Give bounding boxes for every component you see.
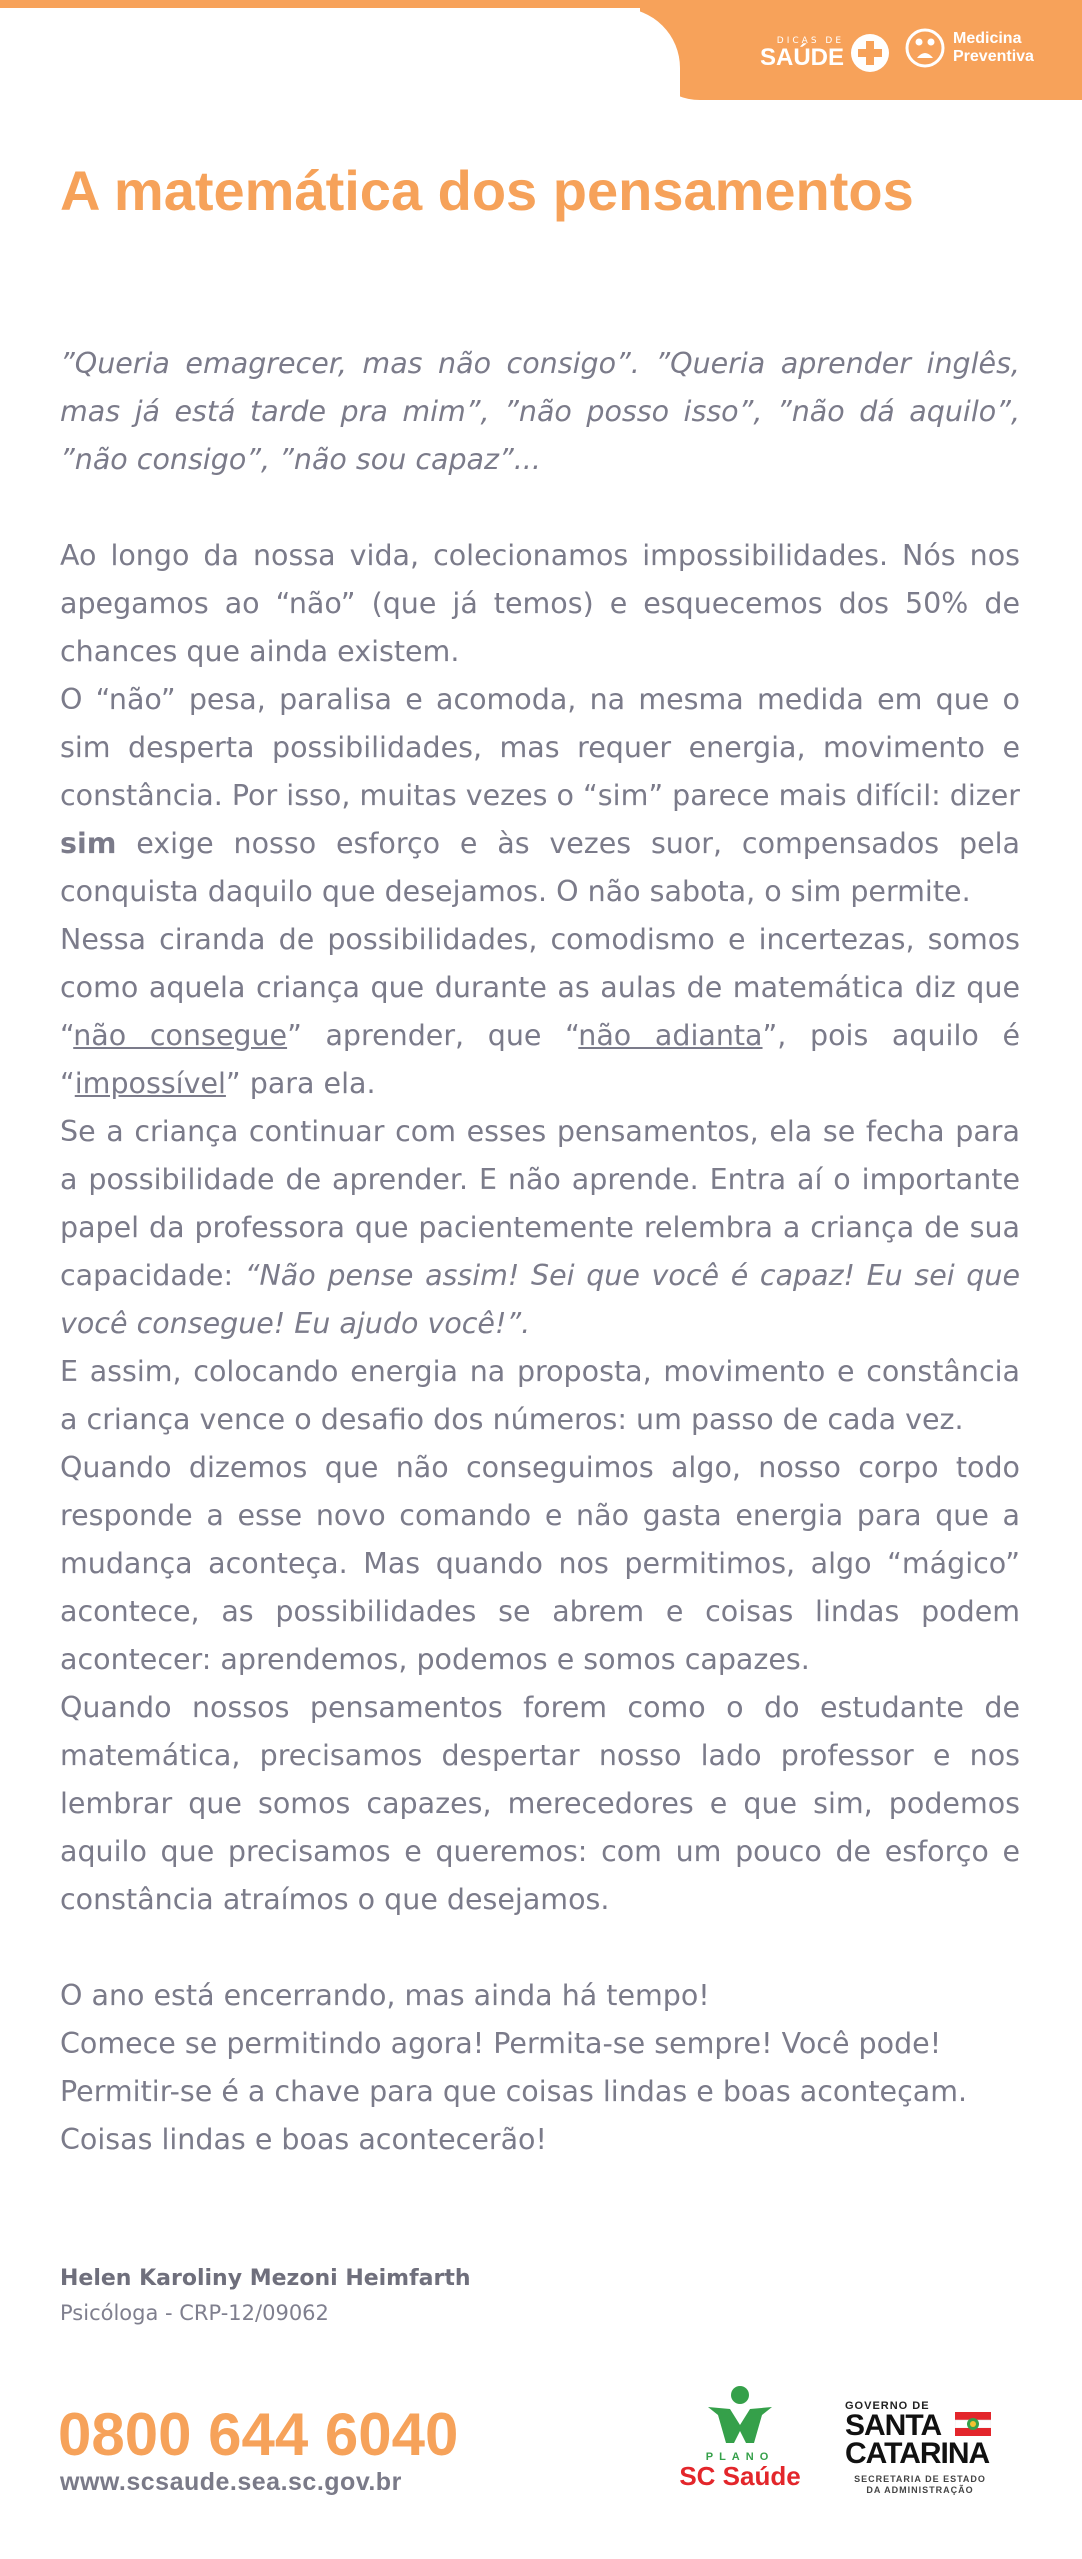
article-title: A matemática dos pensamentos [60, 159, 914, 222]
medicina-text: Medicina [953, 30, 1022, 47]
article-body [60, 340, 1020, 2164]
teacher-quote: “Não pense assim! Sei que você é capaz! Eu sei que você consegue! Eu ajudo você!”. [60, 1259, 1020, 1340]
author-name: Helen Karoliny Mezoni Heimfarth [60, 2266, 471, 2291]
family-heart-icon [905, 28, 945, 68]
closing-line-2: Comece se permitindo agora! Permita-se sempre! Você pode! [60, 2027, 942, 2060]
author-role: Psicóloga - CRP-12/09062 [60, 2301, 329, 2325]
paragraph-6: Quando dizemos que não conseguimos algo, nosso corpo todo responde a esse novo comando e não gasta energia para que a mudança aconteça. Mas quando nos permitimos, algo “mágico” acontece, as possibilidades se abrem e coisas lindas podem acontecer: aprendemos, podemos e somos capazes. [60, 1451, 1020, 1676]
underlined-nao-consegue: não consegue [73, 1019, 288, 1052]
dicas-small-text: DICAS DE [776, 35, 845, 46]
underlined-nao-adianta: não adianta [578, 1019, 763, 1052]
dicas-de-saude-logo [760, 28, 890, 78]
governo-de-text: GOVERNO DE [845, 2400, 930, 2412]
catarina-text: CATARINA [845, 2437, 990, 2470]
santa-text: SANTA [845, 2409, 942, 2442]
phone-number[interactable]: 0800 644 6040 [58, 2401, 459, 2468]
author-block [60, 2262, 471, 2330]
underlined-impossivel: impossível [74, 1067, 226, 1100]
governo-santa-catarina-logo [845, 2400, 1015, 2496]
paragraph-1: Ao longo da nossa vida, colecionamos impossibilidades. Nós nos apegamos ao “não” (que já temos) e esquecemos dos 50% de chances que ainda existem. [60, 539, 1020, 668]
medical-cross-icon [850, 33, 890, 73]
plano-people-icon [700, 2385, 780, 2447]
preventiva-text: Preventiva [953, 48, 1034, 65]
sc-saude-brand: SC Saúde [679, 2461, 801, 2491]
intro-quotes: ”Queria emagrecer, mas não consigo”. ”Queria aprender inglês, mas já está tarde pra mim”, ”não posso isso”, ”não dá aquilo”, ”não consigo”, ”não sou capaz”... [60, 347, 1020, 476]
saude-text: SAÚDE [760, 43, 845, 71]
header-top-line [0, 0, 700, 8]
paragraph-4: Se a criança continuar com esses pensamentos, ela se fecha para a possibilidade de aprender. E não aprende. Entra aí o importante papel da professora que pacientemente relembra a criança de sua capacidade: “Não pense assim! Sei que você é capaz! Eu sei que você consegue! Eu ajudo você!”. [60, 1115, 1020, 1340]
closing-line-3: Permitir-se é a chave para que coisas lindas e boas aconteçam. [60, 2075, 968, 2108]
website-link[interactable]: www.scsaude.sea.sc.gov.br [60, 2468, 402, 2496]
plano-label: PLANO [705, 2451, 775, 2463]
state-flag-icon [955, 2412, 991, 2436]
secretaria-text: SECRETARIA DE ESTADO [854, 2474, 986, 2484]
closing-line-4: Coisas lindas e boas acontecerão! [60, 2123, 547, 2156]
paragraph-3: Nessa ciranda de possibilidades, comodismo e incertezas, somos como aquela criança que durante as aulas de matemática diz que “não consegue” aprender, que “não adianta”, pois aquilo é “impossível” para ela. [60, 923, 1020, 1100]
plano-sc-saude-logo [675, 2385, 805, 2510]
bold-sim: sim [60, 827, 117, 860]
paragraph-2: O “não” pesa, paralisa e acomoda, na mesma medida em que o sim desperta possibilidades, mas requer energia, movimento e constância. Por isso, muitas vezes o “sim” parece mais difícil: dizer sim exige nosso esforço e às vezes suor, compensados pela conquista daquilo que desejamos. O não sabota, o sim permite. [60, 683, 1020, 908]
paragraph-5: E assim, colocando energia na proposta, movimento e constância a criança vence o desafio dos números: um passo de cada vez. [60, 1355, 1020, 1436]
closing-line-1: O ano está encerrando, mas ainda há tempo! [60, 1979, 710, 2012]
administracao-text: DA ADMINISTRAÇÃO [866, 2485, 974, 2495]
paragraph-7: Quando nossos pensamentos forem como o do estudante de matemática, precisamos despertar nosso lado professor e nos lembrar que somos capazes, merecedores e que sim, podemos aquilo que precisamos e queremos: com um pouco de esforço e constância atraímos o que desejamos. [60, 1691, 1020, 1916]
medicina-preventiva-logo [905, 28, 1034, 68]
